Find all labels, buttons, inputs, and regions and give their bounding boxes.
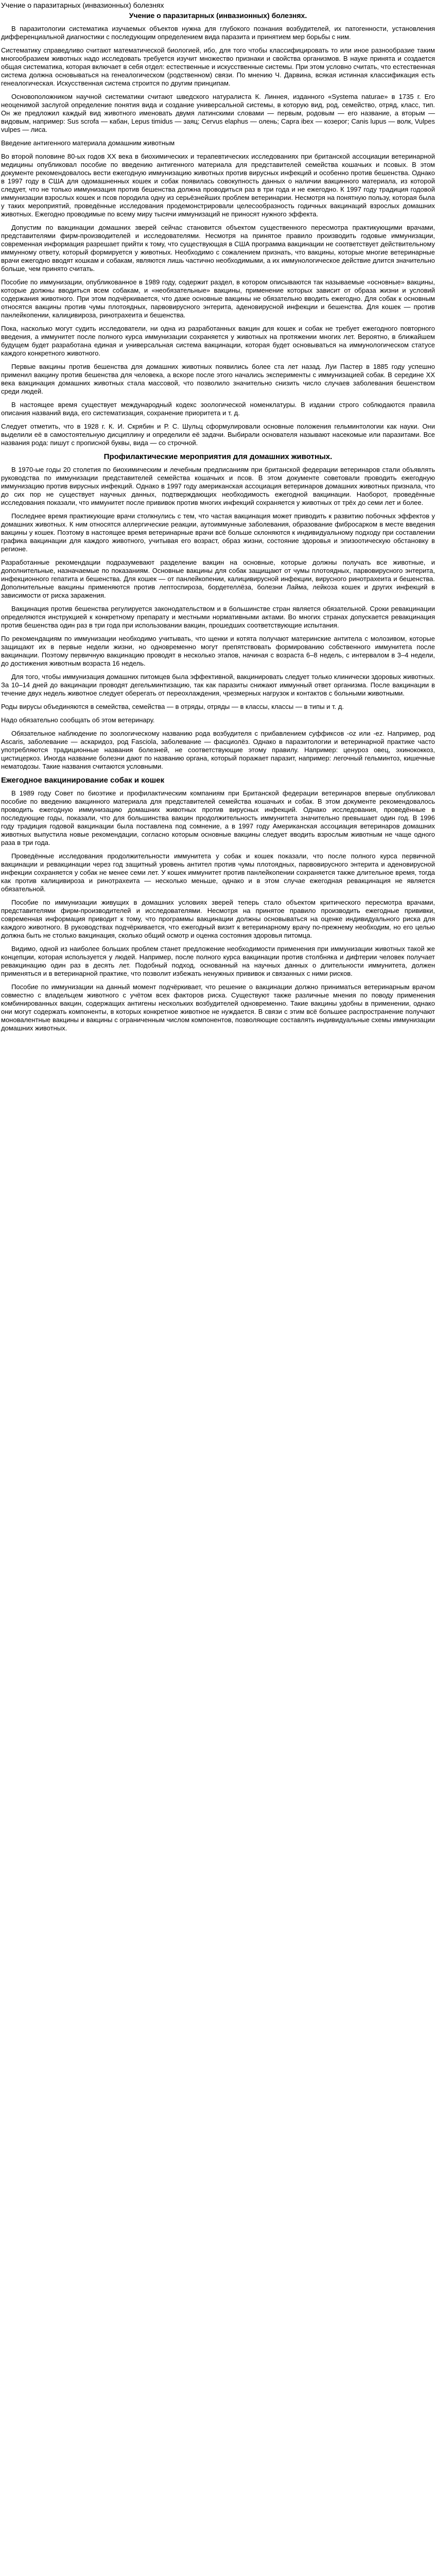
paragraph: Систематику справедливо считают математической биологией, ибо, для того чтобы классифицировать то или иное разнообразие таким многообразием животных надо исследовать требуется изучит множество признаки и свойства организмов. В науке принята и создается общая систематика, которая включает в себя отдел: естественные и искусственные системы. При этом условно считать, что естественная система должна основываться на генеалогическом (родственном) связи. По мнению Ч. Дарвина, всякая истинная классификация есть генеалогическая. Искусственная система строится по другим принципам. bbox=[1, 46, 435, 87]
paragraph: Следует отметить, что в 1928 г. К. И. Скрябин и Р. С. Шульц сформулировали основные положения гельминтологии как науки. Они выделили её в самостоятельную дисциплину и определили её задачи. Выбирали основателя называют насекомые или паразитами. Все названия рода: пишут с прописной буквы, вида — со строчной. bbox=[1, 422, 435, 447]
note-heading: Надо обязательно сообщать об этом ветеринару. bbox=[1, 716, 155, 724]
paragraph: Основоположником научной систематики считают шведского натуралиста К. Линнея, изданного «Systema naturae» в 1735 г. Его неоценимой заслугой определение понятия вида и создание универсальной системы, в которую вид, род, семейство, отряд, класс, тип. Он же предложил каждый вид животного именовать двумя латинскими словами — первым, родовым — его название, а вторым — видовым, например: Sus scrofa — кабан, Lepus timidus — заяц; Cervus elaphus — олень; Capra ibex — козерог; Canis lupus — волк, Vulpes vulpes — лиса. bbox=[1, 93, 435, 133]
paragraph: Обязательное наблюдение по зоологическому названию рода возбудителя с прибавлением суффиксов -oz или -ez. Например, род Ascaris, заболевание — аскаридоз, род Fasciola, заболевание — фасциолёз. Однако в паразитологии и ветеринарной практике часто употребляются традиционные названия болезней, не соответствующие этому правилу. Например: ценуроз овец, эхинококкоз, цистицеркоз. Иногда название болезни дают по названию органа, который поражает паразит, например: легочный гельминтоз, кишечные нематодозы. Такие названия считаются условными. bbox=[1, 730, 435, 770]
paragraph: В настоящее время существует международный кодекс зоологической номенклатуры. В издании строго соблюдаются правила описания названий вида, его систематизация, сохранение приоритета и т. д. bbox=[1, 401, 435, 417]
paragraph: В паразитологии систематика изучаемых объектов нужна для глубокого познания возбудителей, их патогенности, установления дифференциальной диагностики с последующим определением вида паразита и принятием мер борьбы с ним. bbox=[1, 25, 435, 41]
paragraph: По рекомендациям по иммунизации необходимо учитывать, что щенки и котята получают материнские антитела с молозивом, которые защищают их в первые недели жизни, но одновременно могут препятствовать формированию собственного иммунитета после вакцинации. Поэтому первичную вакцинацию проводят в несколько этапов, начиная с возраста 6–8 недель, с интервалом в 3–4 недели, до достижения животным возраста 16 недель. bbox=[1, 635, 435, 667]
paragraph: Разработанные рекомендации подразумевают разделение вакцин на основные, которые должны получать все животные, и дополнительные, назначаемые по показаниям. Основные вакцины для собак защищают от чумы плотоядных, парвовирусного энтерита, инфекционного гепатита и бешенства. Для кошек — от панлейкопении, калицивирусной инфекции, вирусного ринотрахеита и бешенства. Дополнительные вакцины применяются против лептоспироза, бордетеллёза, болезни Лайма, лейкоза кошек и других инфекций в зависимости от риска заражения. bbox=[1, 558, 435, 599]
main-heading: Учение о паразитарных (инвазионных) болезнях. bbox=[129, 11, 307, 20]
subheading-line: Введение антигенного материала домашним животным bbox=[1, 139, 175, 147]
paragraph: Пособие по иммунизации живущих в домашних условиях зверей теперь стало объектом критического пересмотра врачами, представителями фирм-производителей и исследователями. Несмотря на принятое правило производить ежегодные прививки, современная информация приводит к тому, что программы вакцинации должны основываться на оценке индивидуального риска для каждого животного. В руководствах подчёркивается, что ежегодный визит к ветеринарному врачу по-прежнему необходим, но его целью должна быть не столько вакцинация, сколько общий осмотр и оценка состояния здоровья питомца. bbox=[1, 899, 435, 939]
paragraph: Для того, чтобы иммунизация домашних питомцев была эффективной, вакцинировать следует только клинически здоровых животных. За 10–14 дней до вакцинации проводят дегельминтизацию, так как паразиты снижают иммунный ответ организма. После вакцинации в течение двух недель животное следует оберегать от переохлаждения, чрезмерных нагрузок и контактов с больными животными. bbox=[1, 673, 435, 697]
paragraph: Видимо, одной из наиболее больших проблем станет предложение необходимости применения при иммунизации животных такой же концепции, которая используется у людей. Например, после полного курса вакцинации против столбняка и дифтерии человек получает ревакцинацию один раз в десять лет. Подобный подход, основанный на научных данных о длительности иммунитета, должен применяться и в ветеринарной практике, что позволит избежать ненужных прививок и связанных с ними рисков. bbox=[1, 945, 435, 977]
paragraph: Во второй половине 80-ых годов XX века в биохимических и терапевтических исследованиях при британской ассоциации ветеринарной медицины опубликовал пособие по введению антигенного материала для представителей семейства кошачьих и псовых. В этом документе рекомендовалось вести ежегодную иммунизацию животных против вирусных инфекций и особенно против бешенства. Однако в 1997 году в США для одомашненных кошек и собак появилась совокупность данных о наличии вакцинного материала, из которой следует, что не только иммунизация против бешенства должна проводиться раз в три года и не ежегодно. К 1997 году традиция годовой иммунизации взрослых кошек и псов породила одну из серьёзнейших проблем ветеринарии. Несмотря на понятную пользу, которая была у таких мероприятий, проведённые исследования продемонстрировали целесообразность годичных вакцинаций взрослых домашних животных. Ежегодно проводимые по всему миру тысячи иммунизаций не приносят нужного эффекта. bbox=[1, 152, 435, 218]
paragraph: Пособие по иммунизации на данный момент подчёркивает, что решение о вакцинации должно приниматься ветеринарным врачом совместно с владельцем животного с учётом всех факторов риска. Существуют также различные мнения по поводу применения комбинированных вакцин, содержащих антигены нескольких возбудителей одновременно. Такие вакцины удобны в применении, однако они могут содержать компоненты, в которых конкретное животное не нуждается. В связи с этим всё большее распространение получают моновалентные вакцины и вакцины с ограниченным числом компонентов, позволяющие составлять индивидуальные схемы иммунизации домашних животных. bbox=[1, 983, 435, 1032]
paragraph: Вакцинация против бешенства регулируется законодательством и в большинстве стран является обязательной. Сроки ревакцинации определяются инструкцией к конкретному препарату и местными нормативными актами. Во многих странах допускается ревакцинация против бешенства один раз в три года при использовании вакцин, прошедших соответствующие испытания. bbox=[1, 605, 435, 629]
document-page bbox=[0, 0, 436, 1032]
document-title: Учение о паразитарных (инвазионных) болезнях bbox=[1, 1, 164, 9]
section-heading-prevention: Профилактические мероприятия для домашних животных. bbox=[103, 452, 333, 461]
paragraph: Первые вакцины против бешенства для домашних животных появились более ста лет назад. Луи Пастер в 1885 году успешно применил вакцину против бешенства для человека, а вскоре после этого начались эксперименты с иммунизацией собак. В середине XX века вакцинация домашних животных стала массовой, что позволило значительно снизить число случаев заболевания бешенством среди людей. bbox=[1, 363, 435, 395]
paragraph: В 1970-ые годы 20 столетия по биохимическим и лечебным предписаниям при британской федерации ветеринаров стали объявлять руководства по иммунизации представителей семейства кошачьих и псов. В этом документе советовали проводить ежегодную иммунизацию против вирусных инфекций. Однако в 1997 году американская ассоциация ветеринаров домашних животных признала, что до сих пор не существует научных данных, подтверждающих необходимость ежегодной вакцинации. Наоборот, проведённые исследования показали, что иммунитет после прививок против многих инфекций сохраняется у животных от трёх до семи лет и более. bbox=[1, 466, 435, 506]
paragraph: Пока, насколько могут судить исследователи, ни одна из разработанных вакцин для кошек и собак не требует ежегодного повторного введения, а иммунитет после полного курса иммунизации сохраняется у животных на протяжении многих лет. Вероятно, в ближайшем будущем будет разработана единая и универсальная система вакцинации, которая будет основываться на иммунологическом статусе каждого конкретного животного. bbox=[1, 325, 435, 357]
paragraph: Пособие по иммунизации, опубликованное в 1989 году, содержит раздел, в котором описываются так называемые «основные» вакцины, которые должны вводиться всем собакам, и «необязательные» вакцины, применение которых зависит от образа жизни и условий содержания животного. При этом подчёркивается, что даже основные вакцины не обязательно вводить ежегодно. Для собак к основным относятся вакцины против чумы плотоядных, парвовирусного энтерита, аденовирусной инфекции и бешенства. Для кошек — против панлейкопении, калицивироза, ринотрахеита и бешенства. bbox=[1, 278, 435, 319]
paragraph: В 1989 году Совет по биоэтике и профилактическим компаниям при Британской федерации ветеринаров впервые опубликовал пособие по введению вакцинного материала для представителей семейства кошачьих и собак. В этом документе рекомендовалось проводить ежегодную иммунизацию домашних животных против вирусных инфекций. Однако исследования, проведённые в последующие годы, показали, что для большинства вакцин продолжительность иммунитета значительно превышает один год. В 1996 году традиция годовой вакцинации была поставлена под сомнение, а в 1997 году Американская ассоциация ветеринаров домашних животных выпустила новые рекомендации, согласно которым основные вакцины следует вводить взрослым животным не чаще одного раза в три года. bbox=[1, 789, 435, 846]
paragraph: Допустим по вакцинации домашних зверей сейчас становится объектом существенного пересмотра практикующими врачами, представителями фирм-производителей и исследователями. Несмотря на принятое правило производить годовые иммунизации, современная информация разрешает прийти к тому, что существующая в США программа вакцинации не соответствует действительному иммунному ответу, который формируется у животных. Необходимо с сожалением признать, что вакцины, которые многие ветеринарные врачи ежегодно вводят кошкам и собакам, являются лишь частично необходимыми, а их иммунологическое действие длится значительно больше, чем принято считать. bbox=[1, 224, 435, 273]
paragraph: Проведённые исследования продолжительности иммунитета у собак и кошек показали, что после полного курса первичной вакцинации и ревакцинации через год защитный уровень антител против чумы плотоядных, парвовирусного энтерита и аденовирусной инфекции сохраняется у собак не менее семи лет. У кошек иммунитет против панлейкопении сохраняется также длительное время, тогда как против калицивироза и ринотрахеита — несколько меньше, однако и в этом случае ежегодная ревакцинация не является обязательной. bbox=[1, 852, 435, 893]
paragraph: Роды вирусы объединяются в семейства, семейства — в отряды, отряды — в классы, классы — в типы и т. д. bbox=[1, 703, 344, 710]
section-heading-vaccination: Ежегодное вакцинирование собак и кошек bbox=[1, 776, 165, 785]
paragraph: Последнее время практикующие врачи столкнулись с тем, что частая вакцинация может приводить к развитию побочных эффектов у домашних животных. К ним относятся аллергические реакции, аутоиммунные заболевания, образование фибросарком в месте введения вакцины у кошек. Поэтому в настоящее время ветеринарные врачи всё больше склоняются к индивидуальному подходу при составлении графика вакцинации для каждого животного, учитывая его возраст, образ жизни, состояние здоровья и эпизоотическую обстановку в регионе. bbox=[1, 512, 435, 553]
